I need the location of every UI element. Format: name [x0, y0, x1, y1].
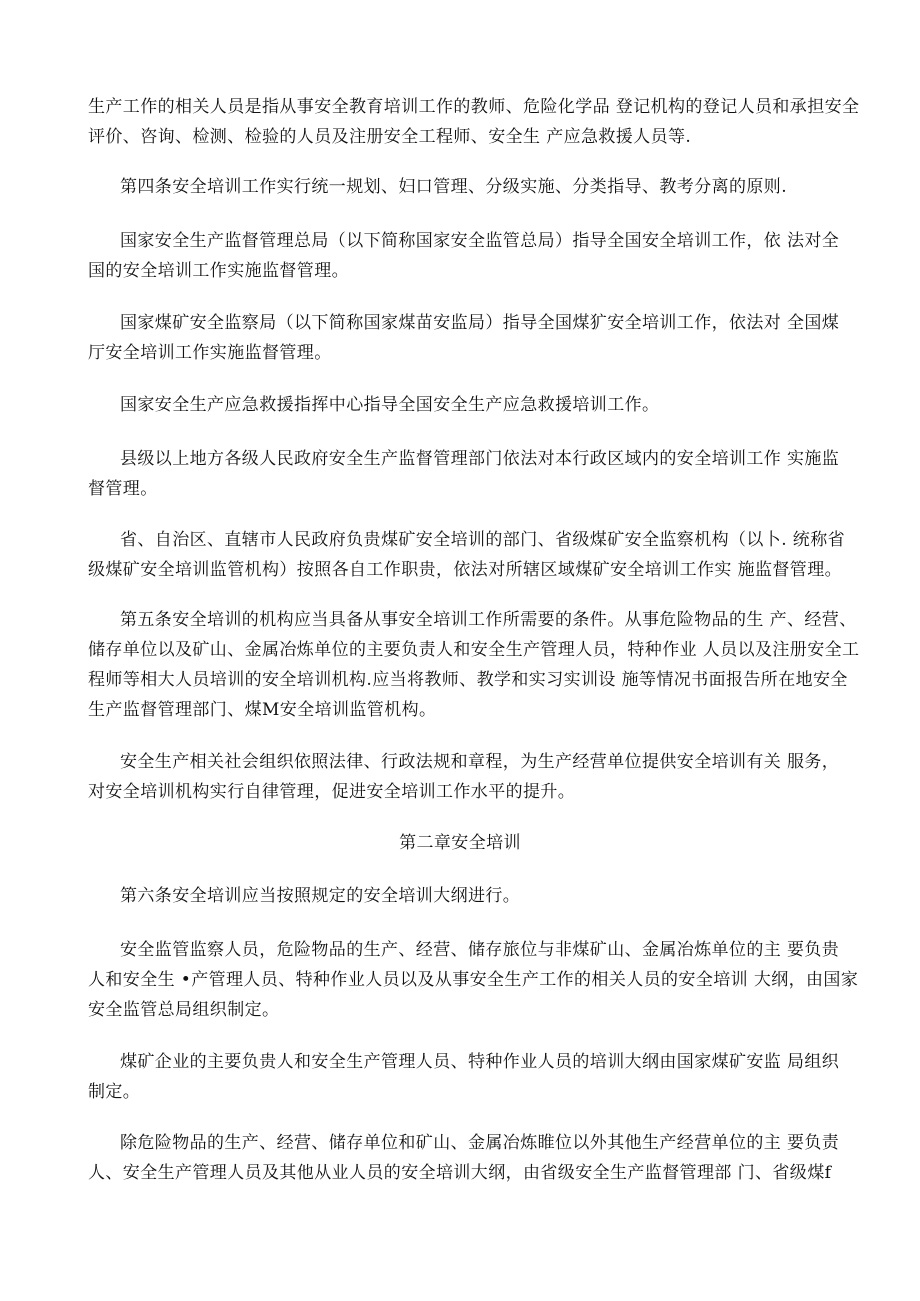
- text-line: 国家安全生产监督管理总局（以下简称国家安全监管总局）指导全国安全培训工作，依 法对全: [120, 231, 840, 251]
- text-line: 煤矿企业的主要负贵人和安全生产管理人员、特种作业人员的培训大纲由国家煤矿安监 局组织: [120, 1052, 840, 1072]
- text-line: 除危险物品的生产、经营、储存单位和矿山、金属冶炼睢位以外其他生产经营单位的主 要负责: [120, 1133, 840, 1153]
- text-line: 省、自治区、直辖市人民政府负贵煤矿安全培训的部门、省级煤矿安全监察机构（以卜. 统称省: [120, 530, 846, 550]
- paragraph-3: [88, 226, 840, 286]
- paragraph-5: [88, 390, 840, 420]
- text-line: 安全监管监察人员，危险物品的生产、经营、储存旅位与非煤矿山、金属冶炼单位的主 要负贵: [120, 940, 840, 960]
- text-line: 制定。: [88, 1082, 141, 1102]
- paragraph-4: [88, 308, 840, 368]
- text-line: 生产工作的相关人员是指从事安全教育培训工作的教师、危险化学品 登记机构的登记人员和承担安全: [88, 97, 860, 117]
- paragraph-13: [88, 1128, 840, 1188]
- text-line: 安全监管总局组织制定。: [88, 1000, 280, 1020]
- text-line: 级煤矿安全培训监管机构）按照各自工作职贵，依法对所辖区域煤矿安全培训工作实 施监督管理。: [88, 560, 843, 580]
- paragraph-article-4: [88, 172, 840, 202]
- text-line: 督管理。: [88, 479, 158, 499]
- text-line: 生产监督管理部门、煤M安全培训监管机构。: [88, 700, 437, 720]
- text-line: 储存单位以及矿山、金属冶炼单位的主要负责人和安全生产管理人员，特种作业 人员以及注册安全工: [88, 640, 860, 660]
- paragraph-6: [88, 444, 840, 504]
- text-line: 第六条安全培训应当按照规定的安全培训大纲进行。: [120, 886, 521, 906]
- text-line: 国家煤矿安全监察局（以下简称国家煤苗安监局）指导全国煤犷安全培训工作，依法对 全国煤: [120, 313, 840, 333]
- text-line: 第四条安全培训工作实行统一规划、妇口管理、分级实施、分类指导、教考分离的原则.: [120, 177, 788, 197]
- text-line: 评价、咨询、检测、检验的人员及注册安全工程师、安全生 产应急救援人员等.: [88, 127, 692, 147]
- text-line: 人、安全生产管理人员及其他从业人员的安全培训大纲，由省级安全生产监督管理部 门、省级煤f: [88, 1163, 832, 1183]
- text-line: 对安全培训机构实行自律管理，促进安全培训工作水平的提升。: [88, 782, 576, 802]
- text-line: 县级以上地方各级人民政府安全生产监督管理部门依法对本行政区域内的安全培训工作 实施监: [120, 449, 840, 469]
- text-line: 国的安全培训工作实施监督管理。: [88, 261, 349, 281]
- paragraph-article-5: [88, 605, 860, 725]
- chapter-title: 第二章安全培训: [399, 833, 521, 853]
- text-line: 厅安全培训工作实施监督管理。: [88, 343, 332, 363]
- text-line: 人和安全生 •产管理人员、特种作业人员以及从事安全生产工作的相关人员的安全培训 大纲，由国家: [88, 970, 859, 990]
- text-line: 安全生产相关社会组织依照法律、行政法规和章程，为生产经营单位提供安全培训有关 服务，: [120, 752, 840, 772]
- paragraph-12: [88, 1047, 840, 1107]
- text-line: 程师等相大人员培训的安全培训机构.应当将教师、教学和实习实训设 施等情况书面报告所在地安全: [88, 670, 848, 690]
- paragraph-11: [88, 935, 859, 1025]
- text-line: 国家安全生产应急救援指挥中心指导全国安全生产应急救援培训工作。: [120, 395, 660, 415]
- paragraph-9: [88, 747, 840, 807]
- paragraph-7: [88, 525, 846, 585]
- text-line: 第五条安全培训的机构应当具备从事安全培训工作所需要的条件。从事危险物品的生 产、经营、: [120, 610, 857, 630]
- paragraph-article-6: [88, 881, 840, 911]
- paragraph-1: [88, 92, 860, 152]
